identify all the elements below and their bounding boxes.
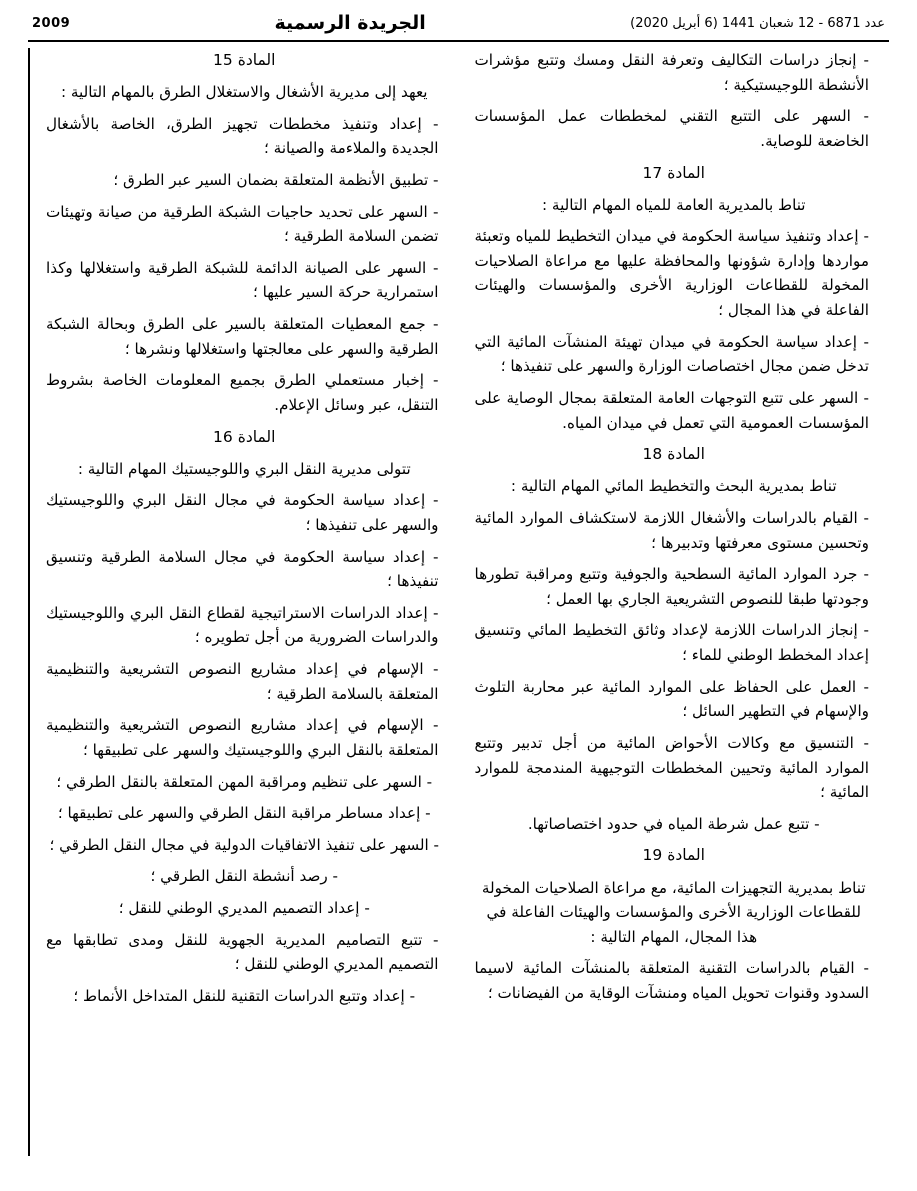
list-item: - جمع المعطيات المتعلقة بالسير على الطرق وبحالة الشبكة الطرقية والسهر على معالجتها واستغلالها ونشرها ؛ xyxy=(46,315,439,358)
article-lead: تناط بالمديرية العامة للمياه المهام التالية : xyxy=(541,195,806,214)
list-item: - السهر على تنظيم ومراقبة المهن المتعلقة بالنقل الطرقي ؛ xyxy=(56,772,433,791)
article-lead: يعهد إلى مديرية الأشغال والاستغلال الطرق بالمهام التالية : xyxy=(60,83,428,102)
list-item: - إعداد سياسة الحكومة في مجال النقل البري واللوجيستيك والسهر على تنفيذها ؛ xyxy=(46,491,439,534)
journal-title: الجريدة الرسمية xyxy=(274,12,426,34)
list-item: - القيام بالدراسات التقنية المتعلقة بالمنشآت المائية لاسيما السدود وقنوات تحويل المياه ومنشآت الوقاية من الفيضانات ؛ xyxy=(474,959,869,1003)
list-item: - إعداد سياسة الحكومة في ميدان تهيئة المنشآت المائية التي تدخل ضمن مجال اختصاصات الوزارة والسهر على تنفيذها ؛ xyxy=(474,332,869,376)
list-item: - الإسهام في إعداد مشاريع النصوص التشريعية والتنظيمية المتعلقة بالسلامة الطرقية ؛ xyxy=(46,660,439,703)
list-item: - تطبيق الأنظمة المتعلقة بضمان السير عبر الطرق ؛ xyxy=(113,170,439,189)
list-item: - السهر على تتبع التوجهات العامة المتعلقة بمجال الوصاية على المؤسسات العمومية التي تعمل في ميدان المياه. xyxy=(474,388,869,432)
list-item: - السهر على التتبع التقني لمخططات عمل المؤسسات الخاضعة للوصاية. xyxy=(474,107,869,150)
list-item: - العمل على الحفاظ على الموارد المائية عبر محاربة التلوث والإسهام في التطهير السائل ؛ xyxy=(474,677,869,721)
page-header xyxy=(28,10,889,40)
article-lead: تتولى مديرية النقل البري واللوجيستيك المهام التالية : xyxy=(77,459,411,478)
issue-info: عدد 6871 - 12 شعبان 1441 (6 أبريل 2020) xyxy=(630,15,885,31)
right-column xyxy=(28,48,459,1156)
list-item: - إنجاز الدراسات اللازمة لإعداد وثائق التخطيط المائي وتنسيق إعداد المخطط الوطني للماء ؛ xyxy=(474,621,869,665)
list-item: - تتبع عمل شرطة المياه في حدود اختصاصاتها. xyxy=(527,814,820,833)
list-item: - الإسهام في إعداد مشاريع النصوص التشريعية والتنظيمية المتعلقة بالنقل البري واللوجيستيك والسهر على تطبيقها ؛ xyxy=(46,716,439,759)
list-item: - رصد أنشطة النقل الطرقي ؛ xyxy=(150,867,338,886)
article-heading: المادة 16 xyxy=(213,427,276,446)
article-heading: المادة 19 xyxy=(642,846,705,865)
header-divider xyxy=(28,40,889,42)
list-item: - إعداد وتنفيذ مخططات تجهيز الطرق، الخاصة بالأشغال الجديدة والملاءمة والصيانة ؛ xyxy=(46,114,439,158)
list-item: - إعداد وتنفيذ سياسة الحكومة في ميدان التخطيط للمياه وتعبئة مواردها وإدارة شؤونها والمحافظة عليها مع مراعاة الصلاحيات المخولة للقطاعات الوزارية الأخرى والمؤسسات والهيئات الفاعلة في هذا المجال ؛ xyxy=(474,227,869,320)
article-lead: تناط بمديرية البحث والتخطيط المائي المهام التالية : xyxy=(510,477,837,496)
list-item: - إعداد وتتبع الدراسات التقنية للنقل المتداخل الأنماط ؛ xyxy=(73,986,416,1005)
article-heading: المادة 18 xyxy=(642,445,705,464)
list-item: - إنجاز دراسات التكاليف وتعرفة النقل ومسك وتتبع مؤشرات الأنشطة اللوجيستيكية ؛ xyxy=(474,51,869,94)
left-column xyxy=(459,48,890,1156)
list-item: - تتبع التصاميم المديرية الجهوية للنقل ومدى تطابقها مع التصميم المديري الوطني للنقل ؛ xyxy=(46,930,439,974)
article-heading: المادة 17 xyxy=(642,163,705,182)
list-item: - إعداد التصميم المديري الوطني للنقل ؛ xyxy=(118,899,370,918)
two-column-body xyxy=(28,48,889,1156)
list-item: - إخبار مستعملي الطرق بجميع المعلومات الخاصة بشروط التنقل، عبر وسائل الإعلام. xyxy=(46,371,439,414)
article-heading: المادة 15 xyxy=(213,51,276,69)
list-item: - السهر على الصيانة الدائمة للشبكة الطرقية واستغلالها وكذا استمرارية حركة السير عليها ؛ xyxy=(46,258,439,302)
list-item: - إعداد الدراسات الاستراتيجية لقطاع النقل البري واللوجيستيك والدراسات الضرورية من أجل تطويره ؛ xyxy=(46,603,439,647)
list-item: - السهر على تنفيذ الاتفاقيات الدولية في مجال النقل الطرقي ؛ xyxy=(49,835,440,854)
list-item: - إعداد مساطر مراقبة النقل الطرقي والسهر على تطبيقها ؛ xyxy=(57,804,431,823)
list-item: - القيام بالدراسات والأشغال اللازمة لاستكشاف الموارد المائية وتحسين مستوى معرفتها وتدبيرها ؛ xyxy=(474,508,869,552)
list-item: - جرد الموارد المائية السطحية والجوفية وتتبع ومراقبة تطورها وجودتها طبقا للنصوص التشريعية الجاري بها العمل ؛ xyxy=(474,565,869,608)
list-item: - إعداد سياسة الحكومة في مجال السلامة الطرقية وتنسيق تنفيذها ؛ xyxy=(46,547,439,591)
page-number: 2009 xyxy=(32,15,71,31)
list-item: - التنسيق مع وكالات الأحواض المائية من أجل تدبير وتتبع الموارد المائية وتحيين المخططات التوجيهية المندمجة للموارد المائية ؛ xyxy=(474,733,869,802)
list-item: - السهر على تحديد حاجيات الشبكة الطرقية من صيانة وتهيئات تضمن السلامة الطرقية ؛ xyxy=(46,202,439,246)
article-lead: تناط بمديرية التجهيزات المائية، مع مراعاة الصلاحيات المخولة للقطاعات الوزارية الأخرى والمؤسسات والهيئات الفاعلة في هذا المجال، المهام التالية : xyxy=(481,878,866,946)
